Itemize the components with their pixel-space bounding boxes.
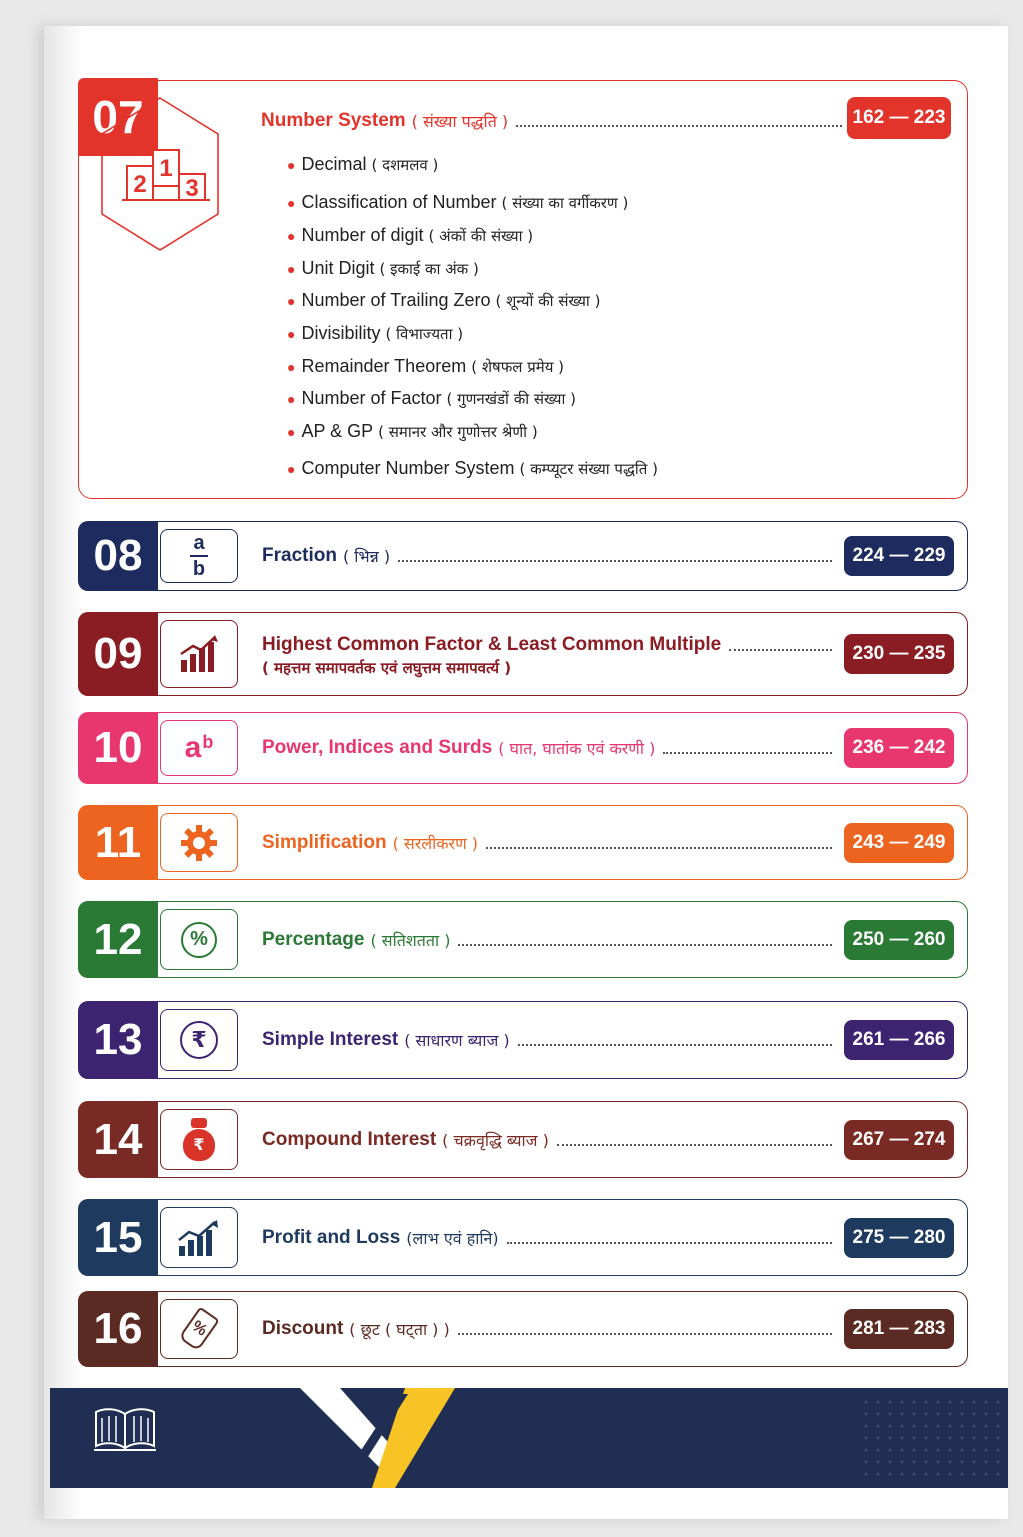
- page-footer: [50, 1388, 1008, 1488]
- chapter-15-number: 15: [78, 1199, 158, 1276]
- chapter-12-row[interactable]: [78, 901, 968, 978]
- chapter-07-title[interactable]: [261, 107, 846, 135]
- chapter-13-title: Simple Interest ( साधारण ब्याज ): [262, 1029, 836, 1051]
- chapter-16-number: 16: [78, 1291, 158, 1367]
- bullet-icon: ●: [287, 195, 296, 211]
- chapter-12-title: Percentage ( सतिशतता ): [262, 929, 836, 951]
- gear-icon: [160, 813, 238, 872]
- dot-leader: [398, 560, 832, 562]
- chapter-14-pages: 267 — 274: [844, 1120, 954, 1160]
- dot-leader: [507, 1242, 832, 1244]
- topic-item[interactable]: ● Number of Trailing Zero ( शून्यों की संख्या ): [287, 290, 601, 310]
- topic-item[interactable]: ● Unit Digit ( इकाई का अंक ): [287, 258, 479, 278]
- dot-leader: [486, 847, 832, 849]
- chapter-11-row[interactable]: [78, 805, 968, 880]
- bullet-icon: ●: [287, 293, 296, 309]
- percent-icon: %: [160, 909, 238, 970]
- chapter-10-number: 10: [78, 712, 158, 784]
- chapter-16-title: Discount ( छूट ( घट्ता ) ): [262, 1318, 836, 1340]
- bullet-icon: ●: [287, 359, 296, 375]
- chapter-08-title: Fraction ( भिन्न ): [262, 545, 836, 567]
- fraction-numerator: a: [193, 532, 205, 554]
- fraction-bar: [190, 555, 208, 557]
- chapter-16-row[interactable]: [78, 1291, 968, 1367]
- chapter-07-number: 07: [78, 78, 158, 156]
- chapter-16-pages: 281 — 283: [844, 1309, 954, 1349]
- chapter-15-title: Profit and Loss (लाभ एवं हानि): [262, 1227, 836, 1249]
- chapter-11-title: Simplification ( सरलीकरण ): [262, 832, 836, 854]
- bullet-icon: ●: [287, 228, 296, 244]
- fraction-icon: [160, 529, 238, 583]
- topic-item[interactable]: ● AP & GP ( समानर और गुणोत्तर श्रेणी ): [287, 421, 538, 441]
- bullet-icon: ●: [287, 261, 296, 277]
- bullet-icon: ●: [287, 424, 296, 440]
- topic-item[interactable]: ● Remainder Theorem ( शेषफल प्रमेय ): [287, 356, 565, 376]
- dot-leader: [663, 752, 832, 754]
- podium-digit-1: 1: [159, 155, 173, 182]
- chapter-11-pages: 243 — 249: [844, 823, 954, 863]
- chapter-14-title: Compound Interest ( चक्रवृद्धि ब्याज ): [262, 1129, 836, 1151]
- dot-leader: [557, 1144, 832, 1146]
- fraction-denominator: b: [192, 558, 206, 580]
- chapter-09-title-hi: ( महत्तम समापवर्तक एवं लघुत्तम समापवर्त्य ): [262, 659, 512, 677]
- topic-item[interactable]: ● Decimal ( दशमलव ): [287, 154, 439, 174]
- bullet-icon: ●: [287, 326, 296, 342]
- dot-leader: [458, 944, 832, 946]
- chapter-07-title-en: Number System: [261, 110, 406, 131]
- dot-leader: [729, 649, 832, 651]
- chapter-10-row[interactable]: [78, 712, 968, 784]
- chapter-11-number: 11: [78, 805, 158, 880]
- chapter-08-number: 08: [78, 521, 158, 591]
- chapter-09-row[interactable]: [78, 612, 968, 696]
- chapter-14-row[interactable]: [78, 1101, 968, 1178]
- rupee-icon: ₹: [160, 1009, 238, 1071]
- topic-item[interactable]: ● Classification of Number ( संख्या का वर्गीकरण ): [287, 192, 629, 212]
- bar-chart-icon: [160, 620, 238, 688]
- chapter-09-title: Highest Common Factor & Least Common Multiple ( महत्तम समापवर्तक एवं लघुत्तम समापवर्त्य ): [262, 634, 836, 678]
- topic-item[interactable]: ● Number of Factor ( गुणनखंडों की संख्या ): [287, 388, 576, 408]
- dot-leader: [458, 1333, 832, 1335]
- chapter-08-pages: 224 — 229: [844, 536, 954, 576]
- topic-item[interactable]: ● Computer Number System ( कम्प्यूटर संख्या पद्धति ): [287, 458, 658, 478]
- brand-v-logo: [300, 1388, 510, 1488]
- chapter-15-pages: 275 — 280: [844, 1218, 954, 1258]
- chapter-07-title-hi: ( संख्या पद्धति ): [411, 112, 509, 131]
- money-bag-icon: ₹: [160, 1109, 238, 1170]
- topic-item[interactable]: ● Divisibility ( विभाज्यता ): [287, 323, 464, 343]
- chapter-10-pages: 236 — 242: [844, 728, 954, 768]
- podium-icon: [98, 94, 222, 254]
- chapter-13-pages: 261 — 266: [844, 1020, 954, 1060]
- topic-item[interactable]: ● Number of digit ( अंकों की संख्या ): [287, 225, 534, 245]
- price-tag-icon: %: [160, 1299, 238, 1359]
- chapter-07-pages: 162 — 223: [847, 97, 951, 139]
- podium-digit-2: 2: [133, 171, 147, 198]
- chapter-09-number: 09: [78, 612, 158, 696]
- bullet-icon: ●: [287, 391, 296, 407]
- dot-leader: [516, 125, 842, 127]
- chapter-14-number: 14: [78, 1101, 158, 1178]
- power-icon: a $^b$: [160, 720, 238, 776]
- chapter-13-row[interactable]: [78, 1001, 968, 1079]
- chapter-08-row[interactable]: [78, 521, 968, 591]
- bullet-icon: ●: [287, 157, 296, 173]
- chapter-09-pages: 230 — 235: [844, 634, 954, 674]
- chapter-13-number: 13: [78, 1001, 158, 1079]
- open-book-icon: [92, 1404, 158, 1454]
- bullet-icon: ●: [287, 461, 296, 477]
- chapter-12-number: 12: [78, 901, 158, 978]
- chapter-15-row[interactable]: [78, 1199, 968, 1276]
- podium-digit-3: 3: [185, 175, 199, 202]
- growth-chart-icon: [160, 1207, 238, 1268]
- chapter-10-title: Power, Indices and Surds ( घात, घातांक एवं करणी ): [262, 737, 836, 759]
- dot-pattern: [860, 1396, 1000, 1480]
- chapter-12-pages: 250 — 260: [844, 920, 954, 960]
- dot-leader: [518, 1044, 832, 1046]
